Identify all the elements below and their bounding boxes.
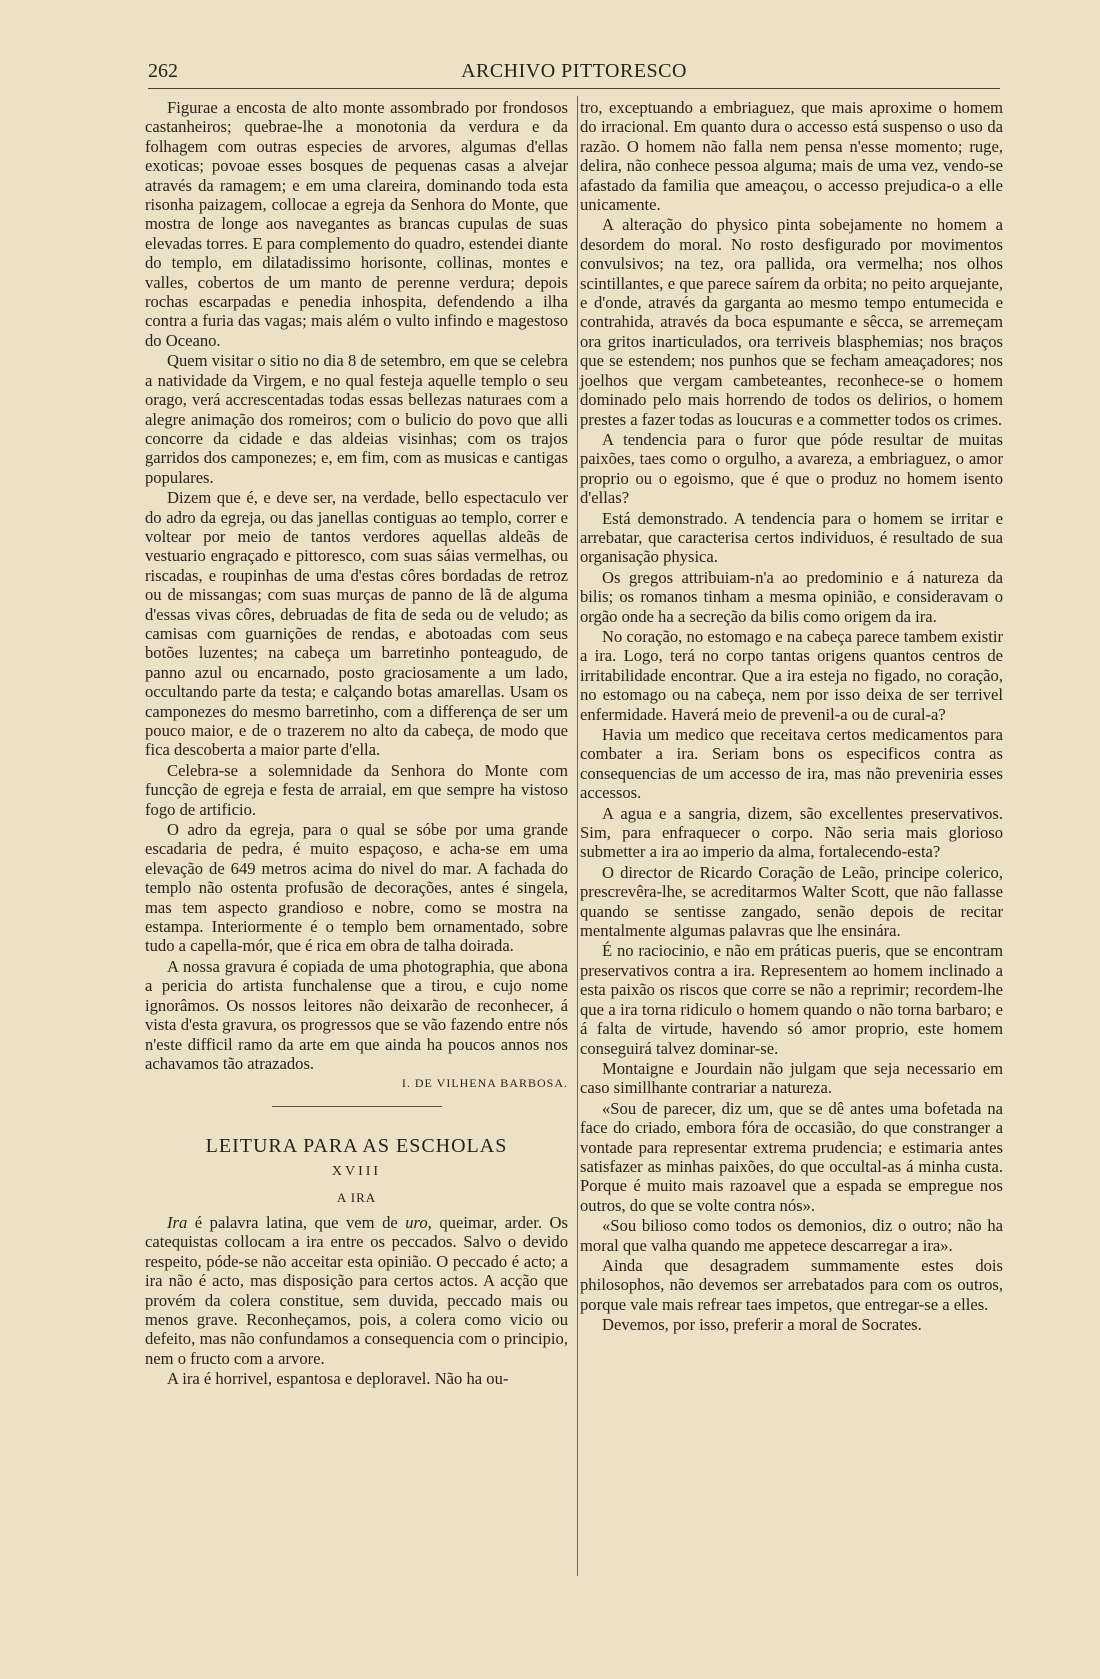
paragraph-text: queimar, arder. Os catequistas collocam a ira entre os peccados. Salvo o devido respeito, póde-se não acceitar esta opinião. O peccado é acto; a ira não é acto, mas disposição para certos actos. A acção que provém da colera constitue, sem duvida, peccado mais ou menos grave. Reconheçamos, pois, a colera como vicio ou defeito, mas não confundamos a consequencia com o principio, nem o fructo com a arvore. [145, 1212, 568, 1368]
paragraph: No coração, no estomago e na cabeça parece tambem existir a ira. Logo, terá no corpo tantas origens quantos centros de irritabilidade encontrar. Que a ira esteja no figado, no coração, no estomago ou na cabeça, nem por isso deixa de ser terrivel enfermidade. Haverá meio de prevenil-a ou de cural-a? [580, 626, 1003, 724]
paragraph [145, 1213, 568, 1368]
paragraph: A tendencia para o furor que póde resultar de muitas paixões, taes como o orgulho, a avareza, a embriaguez, o amor proprio ou o egoismo, que é que o produz no homem isento d'ellas? [580, 429, 1003, 508]
paragraph: Montaigne e Jourdain não julgam que seja necessario em caso simillhante contrariar a natureza. [580, 1058, 1003, 1098]
paragraph: «Sou de parecer, diz um, que se dê antes uma bofetada na face do criado, embora fóra de occasião, do que constranger a vontade para representar extrema prudencia; e estimaria antes satisfazer as minhas paixões, do que occultal-as á minha custa. Porque é muito mais razoavel que a espada se empregue nos outros, do que se volte contra nós». [580, 1098, 1003, 1215]
paragraph: «Sou bilioso como todos os demonios, diz o outro; não ha moral que valha quando me appetece descarregar a ira». [580, 1216, 1003, 1255]
publication-title: ARCHIVO PITTORESCO [461, 60, 687, 82]
paragraph: Figurae a encosta de alto monte assombrado por frondosos castanheiros; quebrae-lhe a monotonia da verdura e da folhagem com outras especies de arvores, algumas d'ellas exoticas; povoae esses bosques de pequenas casas a alvejar através da ramagem; e em uma clareira, dominando toda esta risonha paizagem, collocae a egreja da Senhora do Monte, que mostra de longe aos navegantes as brancas cupulas de suas elevadas torres. E para complemento do quadro, estendei diante do templo, em dilatadissimo horisonte, collinas, montes e valles, cobertos de um manto de perenne verdura; depois rochas escarpadas e penedia inhospita, defendendo a ilha contra a furia das vagas; mais além o vulto infindo e magestoso do Oceano. [145, 98, 568, 350]
section-number: XVIII [331, 1164, 382, 1180]
paragraph: Devemos, por isso, preferir a moral de Socrates. [602, 1315, 922, 1335]
paragraph: tro, exceptuando a embriaguez, que mais aproxime o homem do irracional. Em quanto dura o accesso está suspenso o uso da razão. O homem não falla nem pensa n'esse momento; ruge, delira, não conhece pessoa alguma; mais de uma vez, vendo-se afastado da familia que ameaçou, o accesso prejudica-o a elle unicamente. [580, 98, 1003, 215]
paragraph: Ainda que desagradem summamente estes dois philosophos, não devemos ser arrebatados para com os outros, porque vale mais refrear taes impetos, que entregar-se a elles. [580, 1255, 1003, 1314]
paragraph: Dizem que é, e deve ser, na verdade, bello espectaculo ver do adro da egreja, ou das janellas contiguas ao templo, correr e voltear por meio de tantos verdores aquellas aldeãs de vestuario engraçado e pittoresco, com suas sáias vermelhas, ou riscadas, e roupinhas de uma d'estas côres bordadas de retroz ou de missangas; com suas murças de panno de lã de alguma d'essas vivas côres, debruadas de fita de seda ou de veludo; as camisas com guarnições de rendas, e abotoadas com seus botões luzentes; na cabeça um barretinho ponteagudo, de panno azul ou encarnado, posto graciosamente a um lado, occultando parte da testa; e calçando botas amarellas. Usam os camponezes do mesmo barretinho, com a differença de ser um pouco maior, e de o trazerem no alto da cabeça, de modo que fica descoberta a maior parte d'ella. [145, 488, 568, 760]
page-number: 262 [148, 60, 178, 82]
paragraph: É no raciocinio, e não em práticas pueris, que se encontram preservativos contra a ira. Representem ao homem inclinado a esta paixão os riscos que corre se não a reprimir; recordem-lhe que a ira torna ridiculo o homem quando o não torna barbaro; e á falta de virtude, havendo só amor proprio, este homem conseguirá talvez dominar-se. [580, 941, 1003, 1058]
paragraph-text: é palavra latina, que vem de [187, 1212, 406, 1232]
paragraph: Quem visitar o sitio no dia 8 de setembro, em que se celebra a natividade da Virgem, e no qual festeja aquelle templo o seu orago, verá accrescentadas todas essas bellezas naturaes com a alegre animação dos romeiros; com o bulicio do povo que alli concorre da cidade e das aldeias visinhas; com os trajos garridos dos camponezes; e, em fim, com as musicas e cantigas populares. [145, 351, 568, 487]
column-rule [577, 96, 578, 1576]
paragraph: A alteração do physico pinta sobejamente no homem a desordem do moral. No rosto desfigurado por movimentos convulsivos; na tez, ora pallida, ora vermelha; nos olhos scintillantes, e que parece saírem da orbita; no peito arquejante, e d'onde, através da garganta ao mesmo tempo entumecida e contrahida, através da boca espumante e sêcca, se arremeçam ora gritos inarticulados, ora terriveis blasphemias; nos braços que se estendem; nos punhos que se fecham ameaçadores; nos joelhos que vergam cambeteantes, reconhece-se o homem dominado pelo mais horrendo de todos os delirios, o homem prestes a fazer todas as loucuras e a commetter todos os crimes. [580, 215, 1003, 429]
paragraph: Havia um medico que receitava certos medicamentos para combater a ira. Seriam bons os especificos contra as consequencias de um accesso de ira, mas não preveniria esses accessos. [580, 725, 1003, 803]
paragraph: O director de Ricardo Coração de Leão, principe colerico, prescrevêra-lhe, se acreditarmos Walter Scott, que não fallasse quando se sentisse zangado, senão depois de recitar mentalmente algumas palavras que lhe ensinára. [580, 862, 1003, 941]
section-title: LEITURA PARA AS ESCHOLAS [205, 1134, 508, 1157]
paragraph: O adro da egreja, para o qual se sóbe por uma grande escadaria de pedra, é muito espaçoso, e acha-se em uma elevação de 649 metros acima do nivel do mar. A fachada do templo não ostenta profusão de decorações, antes é singela, mas tem aspecto grandioso e nobre, como se mostra na estampa. Interiormente é o templo bem ornamentado, sobre tudo a capella-mór, que é rica em obra de talha doirada. [145, 820, 568, 956]
page-header [148, 58, 1000, 89]
paragraph: A ira é horrivel, espantosa e deploravel. Não ha ou- [167, 1369, 509, 1389]
paragraph: A agua e a sangria, dizem, são excellentes preservativos. Sim, para enfraquecer o corpo. Não seria mais glorioso submetter a ira ao imperio da alma, fortalecendo-esta? [580, 803, 1003, 862]
paragraph: A nossa gravura é copiada de uma photographia, que abona a pericia do artista funchalense que a tirou, e cujo nome ignorâmos. Os nossos leitores não deixarão de reconhecer, á vista d'esta gravura, os progressos que se vão fazendo entre nós n'este difficil ramo da arte em que ainda ha poucos annos nos achavamos tão atrazados. [145, 956, 568, 1073]
author-signature: I. DE VILHENA BARBOSA. [401, 1076, 568, 1091]
right-column [580, 98, 1003, 1336]
left-column [145, 98, 568, 1390]
section-subtitle: A IRA [336, 1189, 377, 1205]
paragraph: Os gregos attribuiam-n'a ao predominio e á natureza da bilis; os romanos tinham a mesma opinião, e consideravam o orgão onde ha a secreção da bilis como origem da ira. [580, 567, 1003, 626]
italic-word: uro, [405, 1212, 432, 1232]
paragraph: Celebra-se a solemnidade da Senhora do Monte com funcção de egreja e festa de arraial, em que sempre ha vistoso fogo de artificio. [145, 760, 568, 819]
italic-word: Ira [167, 1212, 188, 1232]
section-divider [272, 1106, 442, 1107]
paragraph: Está demonstrado. A tendencia para o homem se irritar e arrebatar, que caracterisa certos individuos, é resultado de sua organisação physica. [580, 508, 1003, 567]
